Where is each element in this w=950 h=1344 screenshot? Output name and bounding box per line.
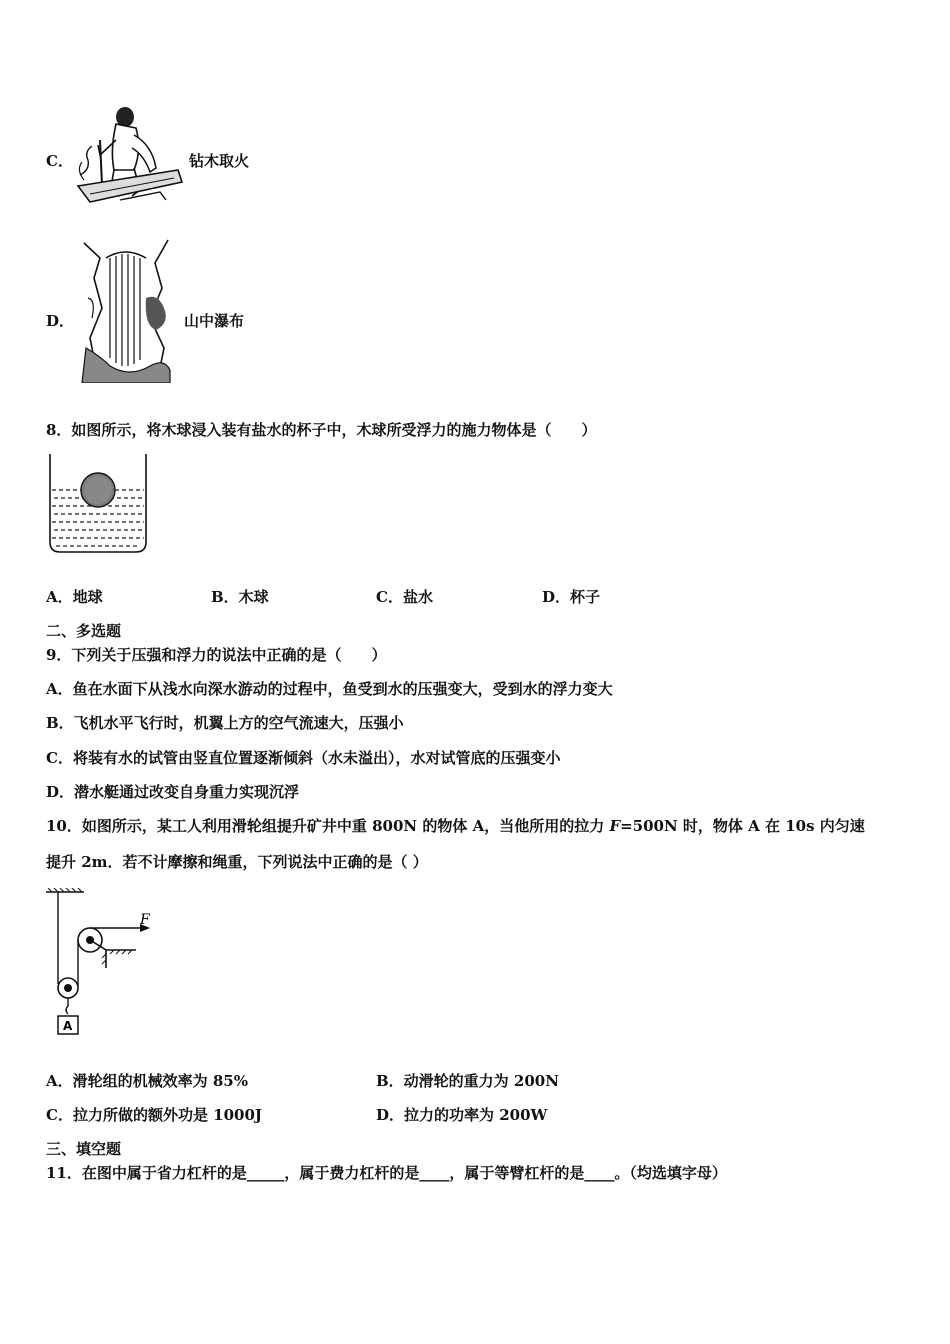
q9-option-c[interactable]: C．将装有水的试管由竖直位置逐渐倾斜（水未溢出），水对试管底的压强变小 — [46, 749, 561, 767]
mountain-waterfall-image — [80, 238, 175, 383]
q9-option-b[interactable]: B．飞机水平飞行时，机翼上方的空气流速大，压强小 — [46, 714, 404, 732]
pulley-block-label: A — [63, 1019, 73, 1033]
q10-option-b[interactable]: B．动滑轮的重力为 200N — [376, 1072, 559, 1090]
pulley-force-label: F — [140, 912, 150, 928]
q7-option-d-letter: D． — [46, 312, 75, 330]
section-fill-in-heading: 三、填空题 — [46, 1140, 122, 1158]
q9-option-a[interactable]: A．鱼在水面下从浅水向深水游动的过程中，鱼受到水的压强变大，受到水的浮力变大 — [46, 680, 613, 698]
q8-option-a[interactable]: A．地球 — [46, 588, 103, 606]
drilling-wood-fire-image — [70, 100, 185, 210]
pulley-system-figure — [44, 888, 154, 1038]
q7-option-c-text: 钻木取火 — [189, 152, 250, 170]
q9-stem: 9．下列关于压强和浮力的说法中正确的是（ ） — [46, 646, 387, 664]
q7-option-d-text: 山中瀑布 — [184, 312, 245, 330]
q8-option-c[interactable]: C．盐水 — [376, 588, 433, 606]
section-multiple-choice-heading: 二、多选题 — [46, 622, 122, 640]
q10-option-a[interactable]: A．滑轮组的机械效率为 85% — [46, 1072, 248, 1090]
ball-in-saltwater-cup-figure — [46, 452, 150, 558]
q8-option-b[interactable]: B．木球 — [211, 588, 269, 606]
q8-option-d[interactable]: D．杯子 — [542, 588, 601, 606]
q7-option-c-letter: C． — [46, 152, 73, 170]
q11-stem: 11．在图中属于省力杠杆的是_____，属于费力杠杆的是____，属于等臂杠杆的是____。（均选填字母） — [46, 1164, 727, 1182]
q9-option-d[interactable]: D．潜水艇通过改变自身重力实现沉浮 — [46, 783, 300, 801]
q10-stem-line1-a: 10．如图所示，某工人利用滑轮组提升矿井中重 800N 的物体 A，当他所用的拉力 — [46, 817, 610, 835]
q10-option-c[interactable]: C．拉力所做的额外功是 1000J — [46, 1106, 263, 1124]
q10-option-d[interactable]: D．拉力的功率为 200W — [376, 1106, 548, 1124]
q8-stem: 8．如图所示，将木球浸入装有盐水的杯子中，木球所受浮力的施力物体是（ ） — [46, 421, 597, 439]
q10-stem-line1 — [46, 816, 865, 836]
q10-stem-line1-b: =500N 时，物体 A 在 10s 内匀速 — [620, 817, 865, 835]
q10-stem-force-symbol: F — [609, 817, 621, 835]
q10-stem-line2: 提升 2m．若不计摩擦和绳重，下列说法中正确的是（ ） — [46, 853, 428, 871]
